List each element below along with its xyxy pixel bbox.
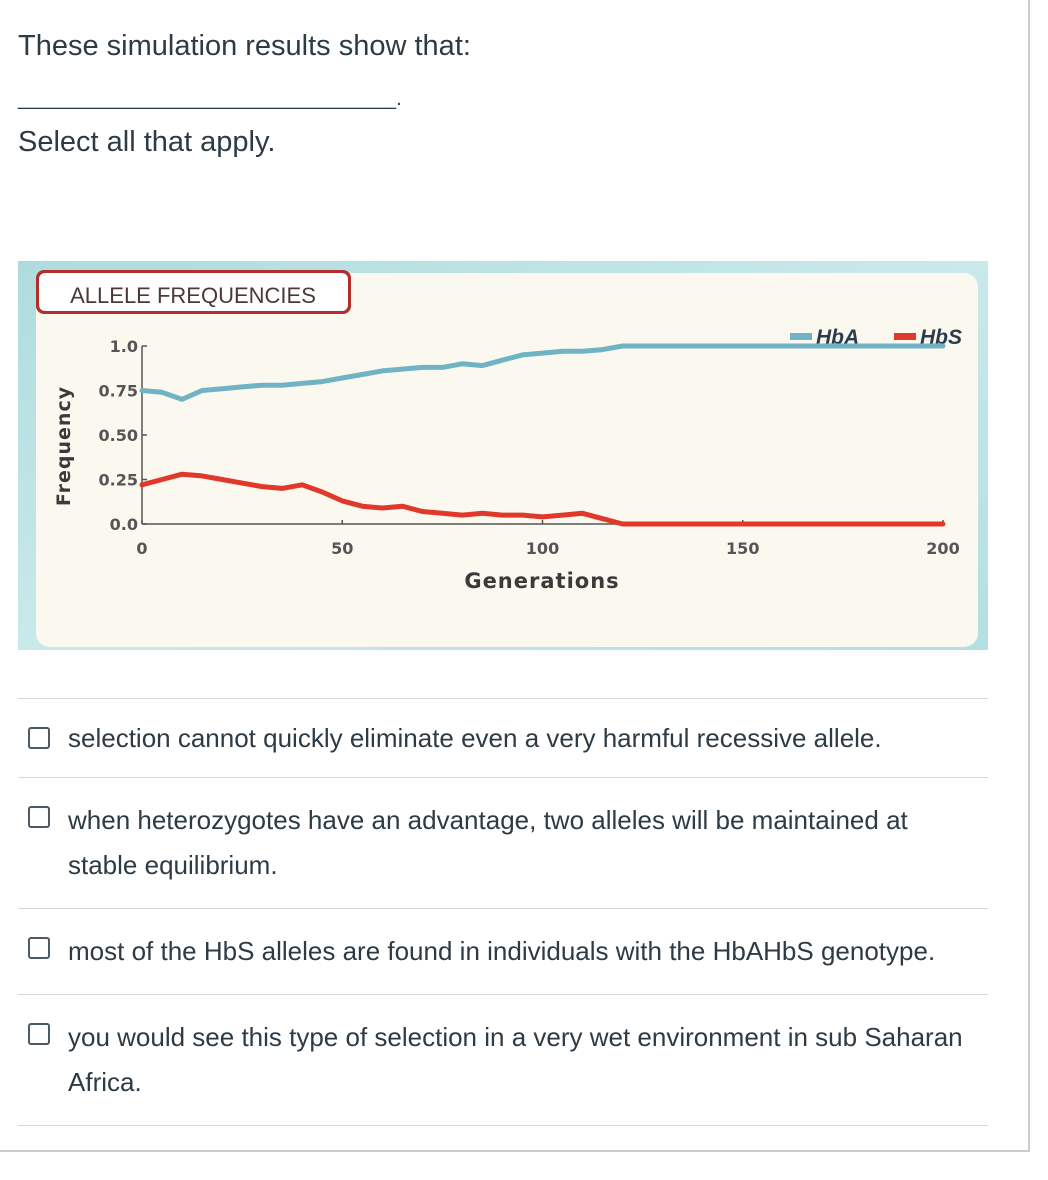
- option-label[interactable]: you would see this type of selection in a very wet environment in sub Saharan Africa.: [68, 1022, 963, 1097]
- allele-frequency-figure: [18, 261, 988, 650]
- answer-options: [18, 698, 988, 1126]
- x-axis-label: Generations: [464, 569, 620, 593]
- option-row[interactable]: [18, 994, 988, 1126]
- y-tick-label: 0.50: [98, 426, 138, 445]
- legend-label-hba: HbA: [816, 326, 860, 349]
- question-prompt: These simulation results show that:: [18, 30, 471, 62]
- x-tick-label: 0: [136, 539, 148, 558]
- option-checkbox[interactable]: [28, 1023, 50, 1045]
- option-checkbox[interactable]: [28, 937, 50, 959]
- y-tick-label: 1.0: [109, 337, 138, 356]
- y-axis-label: Frequency: [53, 385, 75, 507]
- panel-title: ALLELE FREQUENCIES: [70, 283, 316, 308]
- y-tick-label: 0.75: [98, 381, 138, 401]
- x-tick-label: 200: [926, 539, 960, 558]
- x-tick-label: 50: [331, 539, 354, 558]
- option-label[interactable]: when heterozygotes have an advantage, two alleles will be maintained at stable equilibrium.: [68, 805, 908, 880]
- question-instruction: Select all that apply.: [18, 126, 276, 158]
- x-tick-label: 100: [525, 539, 560, 558]
- option-checkbox[interactable]: [28, 806, 50, 828]
- option-row[interactable]: [18, 908, 988, 994]
- answer-blank: __________________________________.: [18, 88, 402, 110]
- legend-swatch-hbs: [894, 333, 916, 340]
- option-row[interactable]: [18, 698, 988, 777]
- y-tick-label: 0.0: [109, 515, 138, 534]
- y-tick-label: 0.25: [98, 470, 138, 490]
- panel-right-border: [1028, 0, 1030, 1152]
- option-label[interactable]: most of the HbS alleles are found in individuals with the HbAHbS genotype.: [68, 936, 936, 966]
- x-tick-label: 150: [726, 539, 760, 558]
- panel-bottom-border: [0, 1150, 1030, 1152]
- option-checkbox[interactable]: [28, 727, 50, 749]
- legend-label-hbs: HbS: [920, 326, 962, 349]
- option-row[interactable]: [18, 777, 988, 908]
- legend-swatch-hba: [790, 333, 812, 340]
- option-label[interactable]: selection cannot quickly eliminate even a very harmful recessive allele.: [68, 723, 882, 753]
